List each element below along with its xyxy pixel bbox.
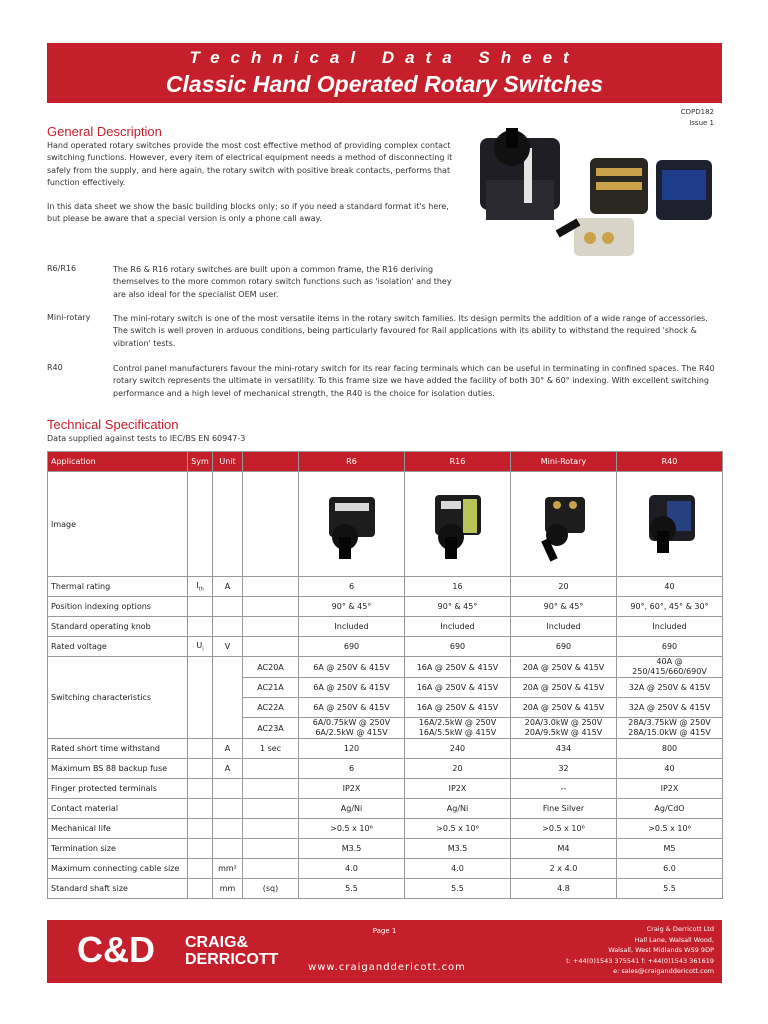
spec-note: Data supplied against tests to IEC/BS EN 60947-3 <box>47 434 246 443</box>
range-label-r40: R40 <box>47 363 63 372</box>
company-logo <box>77 930 277 975</box>
website-link[interactable]: www.craiganddericott.com <box>308 962 466 973</box>
table-row: Switching characteristics AC20A 6A @ 250V & 415V 16A @ 250V & 415V 20A @ 250V & 415V 40A @ 250/415/660/690V <box>48 657 723 678</box>
table-row: Thermal rating $I_{th}$ A 6 16 20 40 <box>48 577 723 597</box>
col-sym: Sym <box>188 452 213 472</box>
col-r40: R40 <box>617 452 723 472</box>
r16-image <box>405 472 511 577</box>
col-r6: R6 <box>299 452 405 472</box>
table-row: Rated short time withstand A 1 sec 120 240 434 800 <box>48 739 723 759</box>
table-row: Finger protected terminals IP2X IP2X -- IP2X <box>48 779 723 799</box>
company-address: Craig & Derricott Ltd Hall Lane, Walsall Wood, Walsall, West Midlands WS9 9DP t: +44(0)1543 375541 f: +44(0)1543 361619 e: sales@craiganddericott.com <box>566 925 714 975</box>
table-row: Standard shaft size mm (sq) 5.5 5.5 4.8 5.5 <box>48 879 723 899</box>
col-mini-rotary: Mini-Rotary <box>511 452 617 472</box>
col-blank <box>243 452 299 472</box>
doc-code: CDPD182 <box>680 108 714 116</box>
table-row: AC23A 6A/0.75kW @ 250V 6A/2.5kW @ 415V 16A/2.5kW @ 250V 16A/5.5kW @ 415V 20A/3.0kW @ 250V 20A/9.5kW @ 415V 28A/3.75kW @ 250V 28A/15.0kW @ 415V <box>48 718 723 739</box>
mini-rotary-image <box>511 472 617 577</box>
general-paragraph-2: In this data sheet we show the basic building blocks only; so if you need a standard format it's here, but please be aware that a special version is only a phone call away. <box>47 202 449 224</box>
row-label: Image <box>48 472 188 577</box>
document-type: Technical Data Sheet <box>189 48 580 67</box>
range-text-r6r16: The R6 & R16 rotary switches are built upon a common frame, the R16 deriving themselves to the more common rotary switch functions such as 'isolation' and they are also ideal for the specialist OEM user. <box>113 265 452 299</box>
table-row: Contact material Ag/Ni Ag/Ni Fine Silver Ag/CdO <box>48 799 723 819</box>
r40-image <box>617 472 723 577</box>
spec-heading: Technical Specification <box>47 417 179 432</box>
general-heading: General Description <box>47 124 162 139</box>
col-unit: Unit <box>213 452 243 472</box>
table-header-row <box>48 452 723 472</box>
product-photo <box>472 120 722 260</box>
table-row-image <box>48 472 723 577</box>
page-title: Classic Hand Operated Rotary Switches <box>165 71 604 97</box>
general-paragraph-1: Hand operated rotary switches provide the most cost effective method of providing complex contact switching functions. However, every item of electrical equipment needs a method of disconnecting it safely from the supply, and here again, the rotary switch with positive break contacts, performs that function effectively. <box>47 141 453 187</box>
col-application: Application <box>48 452 188 472</box>
doc-issue: Issue 1 <box>689 119 714 127</box>
table-row: Position indexing options 90° & 45° 90° & 45° 90° & 45° 90°, 60°, 45° & 30° <box>48 597 723 617</box>
range-label-mini: Mini-rotary <box>47 313 91 322</box>
range-text-mini: The mini-rotary switch is one of the most versatile items in the rotary switch families. Its design permits the addition of a wide range of accessories. The switch is well proven in arduous conditions, being particularly favoured for Rail applications with its ability to withstand the required 'shock & vibration' tests. <box>113 314 708 348</box>
range-label-r6r16: R6/R16 <box>47 264 77 273</box>
table-row: Maximum connecting cable size mm² 4.0 4.0 2 x 4.0 6.0 <box>48 859 723 879</box>
page-number: Page 1 <box>372 927 397 935</box>
table-row: Termination size M3.5 M3.5 M4 M5 <box>48 839 723 859</box>
logo-word-1: CRAIG& <box>185 934 249 951</box>
table-row: AC22A 6A @ 250V & 415V 16A @ 250V & 415V 20A @ 250V & 415V 32A @ 250V & 415V <box>48 698 723 718</box>
range-text-r40: Control panel manufacturers favour the mini-rotary switch for its rear facing terminals which can be useful in terminating in confined spaces. The R40 rotary switch represents the ultimate in versatility. To this frame size we have added the facility of both 30° & 60° indexing. With excellent switching performance and a high level of mechanical strength, the R40 is the choice for isolation duties. <box>113 364 715 398</box>
logo-word-2: DERRICOTT <box>185 951 279 968</box>
table-row: Maximum BS 88 backup fuse A 6 20 32 40 <box>48 759 723 779</box>
table-row: AC21A 6A @ 250V & 415V 16A @ 250V & 415V 20A @ 250V & 415V 32A @ 250V & 415V <box>48 678 723 698</box>
table-row: Standard operating knob Included Included Included Included <box>48 617 723 637</box>
table-row: Mechanical life >0.5 x 10⁶ >0.5 x 10⁶ >0.5 x 10⁶ >0.5 x 10⁶ <box>48 819 723 839</box>
col-r16: R16 <box>405 452 511 472</box>
email-link[interactable]: e: sales@craiganddericott.com <box>613 967 714 975</box>
title-banner <box>47 43 722 103</box>
r6-image <box>299 472 405 577</box>
logo-mark: C&D <box>77 929 155 970</box>
table-row: Rated voltage $U_i$ V 690 690 690 690 <box>48 637 723 657</box>
specification-table <box>47 451 723 899</box>
footer-banner <box>47 920 722 983</box>
